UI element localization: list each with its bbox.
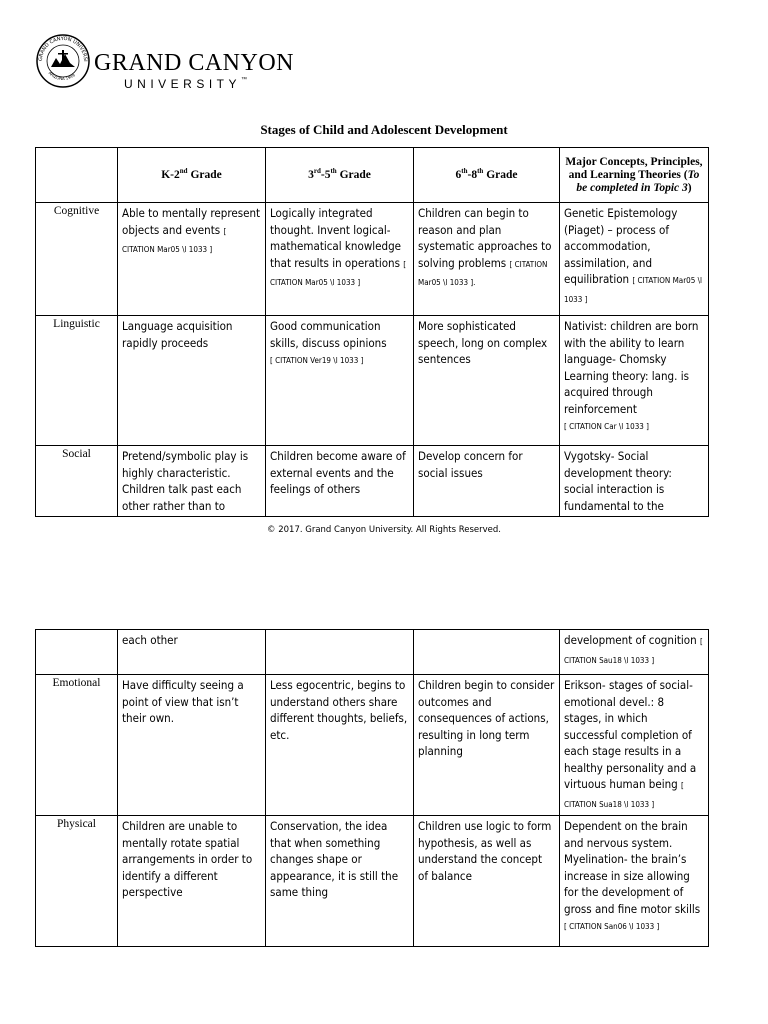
table-row-physical: [36, 816, 709, 947]
header-empty-cell: [36, 148, 118, 203]
column-header-3-5: 3rd-5th Grade: [266, 148, 414, 203]
cell-social-theory-continued: development of cognition [ CITATION Sau18 \l 1033 ]: [560, 630, 709, 675]
row-label-cognitive: Cognitive: [36, 203, 118, 316]
cell-social-theory: Vygotsky- Social development theory: social interaction is fundamental to the: [560, 446, 709, 517]
development-table-part-1: [35, 147, 709, 517]
cell-emotional-6-8: Children begin to consider outcomes and consequences of actions, resulting in long term planning: [414, 675, 560, 816]
cell-cognitive-3-5: Logically integrated thought. Invent logical-mathematical knowledge that results in operations [ CITATION Mar05 \l 1033 ]: [266, 203, 414, 316]
cell-physical-k2: Children are unable to mentally rotate spatial arrangements in order to identify a different perspective: [118, 816, 266, 947]
column-header-theories: Major Concepts, Principles, and Learning Theories (To be completed in Topic 3): [560, 148, 709, 203]
row-label-linguistic: Linguistic: [36, 316, 118, 446]
seal-bottom-text: ARIZONA 1949: [47, 70, 76, 82]
brand-name: GRAND CANYON: [94, 50, 295, 76]
cell-social-k2-continued: each other: [118, 630, 266, 675]
cell-social-3-5: Children become aware of external events and the feelings of others: [266, 446, 414, 517]
cell-linguistic-3-5: Good communication skills, discuss opinions [ CITATION Ver19 \l 1033 ]: [266, 316, 414, 446]
table-row-cognitive: [36, 203, 709, 316]
table-row-linguistic: [36, 316, 709, 446]
brand-subtitle: UNIVERSITY™: [124, 77, 248, 91]
cell-physical-theory: Dependent on the brain and nervous system. Myelination- the brain’s increase in size allowing for the development of gross and fine motor skills [ CITATION San06 \l 1033 ]: [560, 816, 709, 947]
cell-linguistic-k2: Language acquisition rapidly proceeds: [118, 316, 266, 446]
cell-social-k2: Pretend/symbolic play is highly characteristic. Children talk past each other rather than to: [118, 446, 266, 517]
copyright-notice: © 2017. Grand Canyon University. All Rights Reserved.: [267, 525, 501, 535]
column-header-6-8: 6th-8th Grade: [414, 148, 560, 203]
cell-social-3-5-continued: [266, 630, 414, 675]
cell-emotional-3-5: Less egocentric, begins to understand others share different thoughts, beliefs, etc.: [266, 675, 414, 816]
svg-text:ARIZONA 1949: [48, 70, 77, 81]
seal-text: GRAND CANYON UNIVERSI: [37, 35, 89, 62]
table-row-emotional: [36, 675, 709, 816]
cell-physical-6-8: Children use logic to form hypothesis, as well as understand the concept of balance: [414, 816, 560, 947]
cell-emotional-theory: Erikson- stages of social-emotional devel.: 8 stages, in which successful completion of each stage results in a healthy personality and a virtuous human being [ CITATION Sua18 \l 1033 ]: [560, 675, 709, 816]
cell-cognitive-theory: Genetic Epistemology (Piaget) – process of accommodation, assimilation, and equilibration [ CITATION Mar05 \l 1033 ]: [560, 203, 709, 316]
cell-social-6-8-continued: [414, 630, 560, 675]
table-row-social: [36, 446, 709, 517]
cell-physical-3-5: Conservation, the idea that when something changes shape or appearance, it is still the same thing: [266, 816, 414, 947]
cell-social-6-8: Develop concern for social issues: [414, 446, 560, 517]
table-row-social-continued: [36, 630, 709, 675]
cell-linguistic-theory: Nativist: children are born with the ability to learn language- Chomsky Learning theory: lang. is acquired through reinforcement [ CITATION Car \l 1033 ]: [560, 316, 709, 446]
cell-cognitive-6-8: Children can begin to reason and plan systematic approaches to solving problems [ CITATION Mar05 \l 1033 ].: [414, 203, 560, 316]
row-label-empty: [36, 630, 118, 675]
row-label-physical: Physical: [36, 816, 118, 947]
column-header-k2: K-2nd Grade: [118, 148, 266, 203]
cell-cognitive-k2: Able to mentally represent objects and events [ CITATION Mar05 \l 1033 ]: [118, 203, 266, 316]
row-label-social: Social: [36, 446, 118, 517]
row-label-emotional: Emotional: [36, 675, 118, 816]
table-header-row: [36, 148, 709, 203]
cell-emotional-k2: Have difficulty seeing a point of view that isn’t their own.: [118, 675, 266, 816]
university-logo: [36, 34, 296, 94]
cell-linguistic-6-8: More sophisticated speech, long on complex sentences: [414, 316, 560, 446]
university-seal-icon: [36, 34, 90, 88]
document-title: Stages of Child and Adolescent Development: [260, 122, 508, 137]
development-table-part-2: [35, 629, 709, 947]
